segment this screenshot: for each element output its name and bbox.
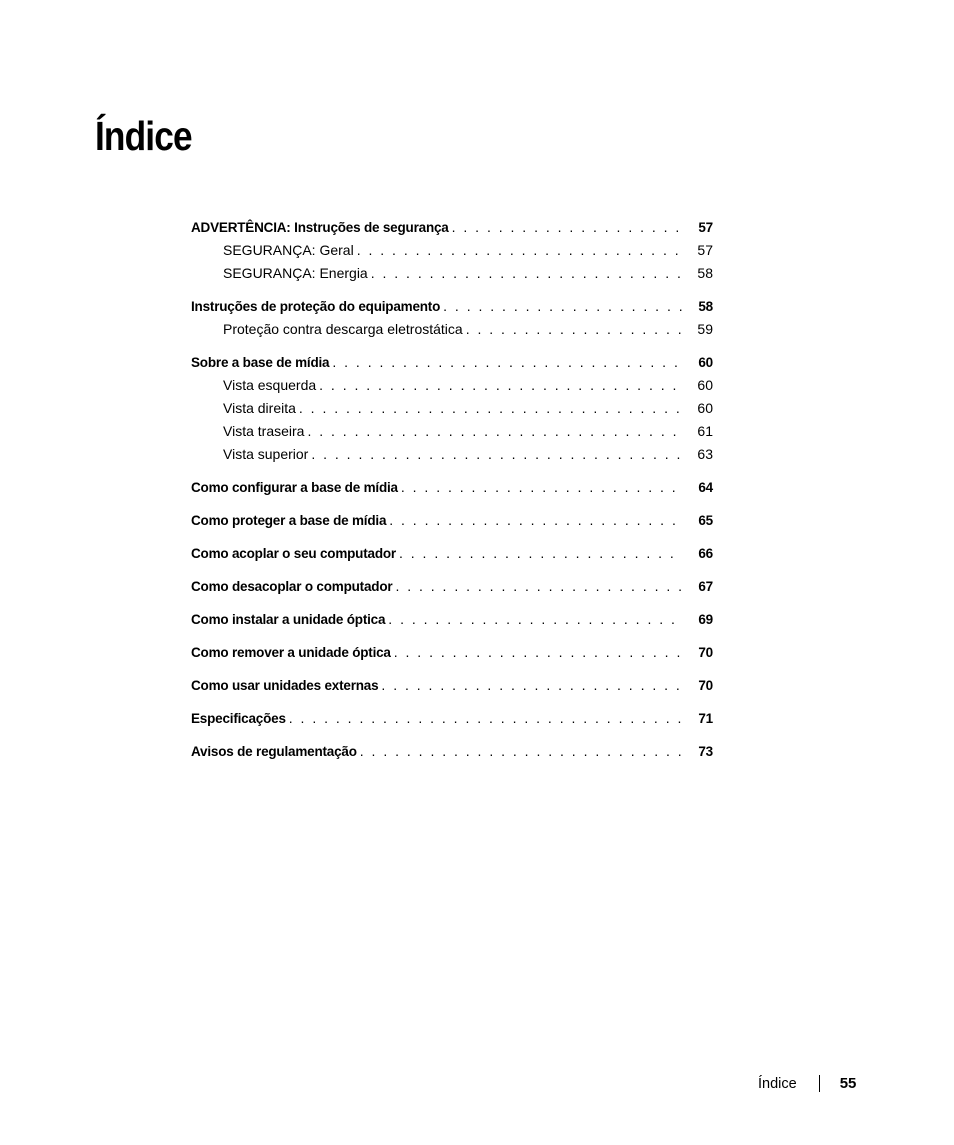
toc-entry-label: ADVERTÊNCIA: Instruções de segurança <box>191 216 452 239</box>
toc-dot-leader <box>299 397 683 420</box>
toc-dot-leader <box>452 216 683 239</box>
toc-subentry[interactable] <box>191 374 713 397</box>
footer-section-label: Índice <box>758 1075 797 1092</box>
toc-page-number: 60 <box>697 377 713 393</box>
toc-page-number: 73 <box>698 744 713 759</box>
toc-subentry[interactable] <box>191 239 713 262</box>
toc-dot-leader <box>307 420 683 443</box>
toc-page-number: 59 <box>697 321 713 337</box>
toc-subentry[interactable] <box>191 443 713 466</box>
toc-dot-leader <box>394 641 683 664</box>
toc-page-number: 60 <box>698 355 713 370</box>
toc-entry-label: Avisos de regulamentação <box>191 740 360 763</box>
footer-divider <box>819 1075 820 1092</box>
toc-dot-leader <box>395 575 683 598</box>
toc-dot-leader <box>371 262 683 285</box>
toc-entry[interactable] <box>191 674 713 697</box>
toc-page-number: 61 <box>697 423 713 439</box>
toc-page-number: 57 <box>697 242 713 258</box>
toc-entry-label: Vista esquerda <box>223 374 319 397</box>
toc-entry[interactable] <box>191 542 713 565</box>
toc-entry-label: Como instalar a unidade óptica <box>191 608 388 631</box>
toc-entry[interactable] <box>191 295 713 318</box>
toc-page-number: 64 <box>698 480 713 495</box>
toc-entry-label: Vista superior <box>223 443 311 466</box>
toc-entry[interactable] <box>191 509 713 532</box>
toc-dot-leader <box>388 608 683 631</box>
page-footer <box>758 1075 856 1092</box>
toc-entry-label: Proteção contra descarga eletrostática <box>223 318 466 341</box>
toc-entry[interactable] <box>191 216 713 239</box>
toc-dot-leader <box>381 674 683 697</box>
toc-entry-label: Como acoplar o seu computador <box>191 542 399 565</box>
toc-group <box>191 542 713 565</box>
toc-entry-label: Sobre a base de mídia <box>191 351 332 374</box>
toc-page-number: 63 <box>697 446 713 462</box>
toc-entry[interactable] <box>191 608 713 631</box>
toc-entry-label: Como proteger a base de mídia <box>191 509 389 532</box>
page-title: Índice <box>95 113 192 159</box>
toc-subentry[interactable] <box>191 318 713 341</box>
toc-page-number: 60 <box>697 400 713 416</box>
toc-group <box>191 674 713 697</box>
toc-group <box>191 476 713 499</box>
toc-subentry[interactable] <box>191 397 713 420</box>
toc-dot-leader <box>332 351 683 374</box>
toc-subentry[interactable] <box>191 262 713 285</box>
toc-entry-label: Especificações <box>191 707 289 730</box>
toc-page-number: 70 <box>698 678 713 693</box>
toc-dot-leader <box>311 443 683 466</box>
toc-entry[interactable] <box>191 476 713 499</box>
toc-entry-label: Vista traseira <box>223 420 307 443</box>
toc-dot-leader <box>360 740 683 763</box>
toc-group <box>191 216 713 285</box>
toc-entry[interactable] <box>191 641 713 664</box>
toc-entry[interactable] <box>191 575 713 598</box>
toc-entry-label: Como usar unidades externas <box>191 674 381 697</box>
toc-dot-leader <box>289 707 683 730</box>
toc-entry-label: Como configurar a base de mídia <box>191 476 401 499</box>
toc-group <box>191 509 713 532</box>
toc-entry-label: Como desacoplar o computador <box>191 575 395 598</box>
toc-group <box>191 351 713 466</box>
toc-group <box>191 575 713 598</box>
toc-group <box>191 707 713 730</box>
toc-page-number: 69 <box>698 612 713 627</box>
toc-page-number: 66 <box>698 546 713 561</box>
toc-group <box>191 295 713 341</box>
footer-page-number: 55 <box>839 1075 857 1092</box>
toc-group <box>191 641 713 664</box>
toc-entry-label: Instruções de proteção do equipamento <box>191 295 443 318</box>
toc-entry-label: Como remover a unidade óptica <box>191 641 394 664</box>
toc-entry[interactable] <box>191 351 713 374</box>
toc-page-number: 70 <box>698 645 713 660</box>
toc-group <box>191 740 713 763</box>
toc-page-number: 57 <box>698 220 713 235</box>
toc-entry-label: SEGURANÇA: Energia <box>223 262 371 285</box>
toc-group <box>191 608 713 631</box>
toc-page-number: 58 <box>697 265 713 281</box>
toc-dot-leader <box>401 476 683 499</box>
toc-subentry[interactable] <box>191 420 713 443</box>
toc-dot-leader <box>357 239 683 262</box>
toc-page-number: 58 <box>698 299 713 314</box>
toc-dot-leader <box>389 509 683 532</box>
toc-dot-leader <box>443 295 683 318</box>
toc-entry-label: SEGURANÇA: Geral <box>223 239 357 262</box>
toc-page-number: 71 <box>698 711 713 726</box>
toc-page-number: 67 <box>698 579 713 594</box>
toc-page-number: 65 <box>698 513 713 528</box>
toc-entry[interactable] <box>191 707 713 730</box>
toc-entry-label: Vista direita <box>223 397 299 420</box>
toc-dot-leader <box>466 318 683 341</box>
toc-dot-leader <box>319 374 683 397</box>
toc-dot-leader <box>399 542 683 565</box>
table-of-contents <box>191 216 713 773</box>
toc-entry[interactable] <box>191 740 713 763</box>
